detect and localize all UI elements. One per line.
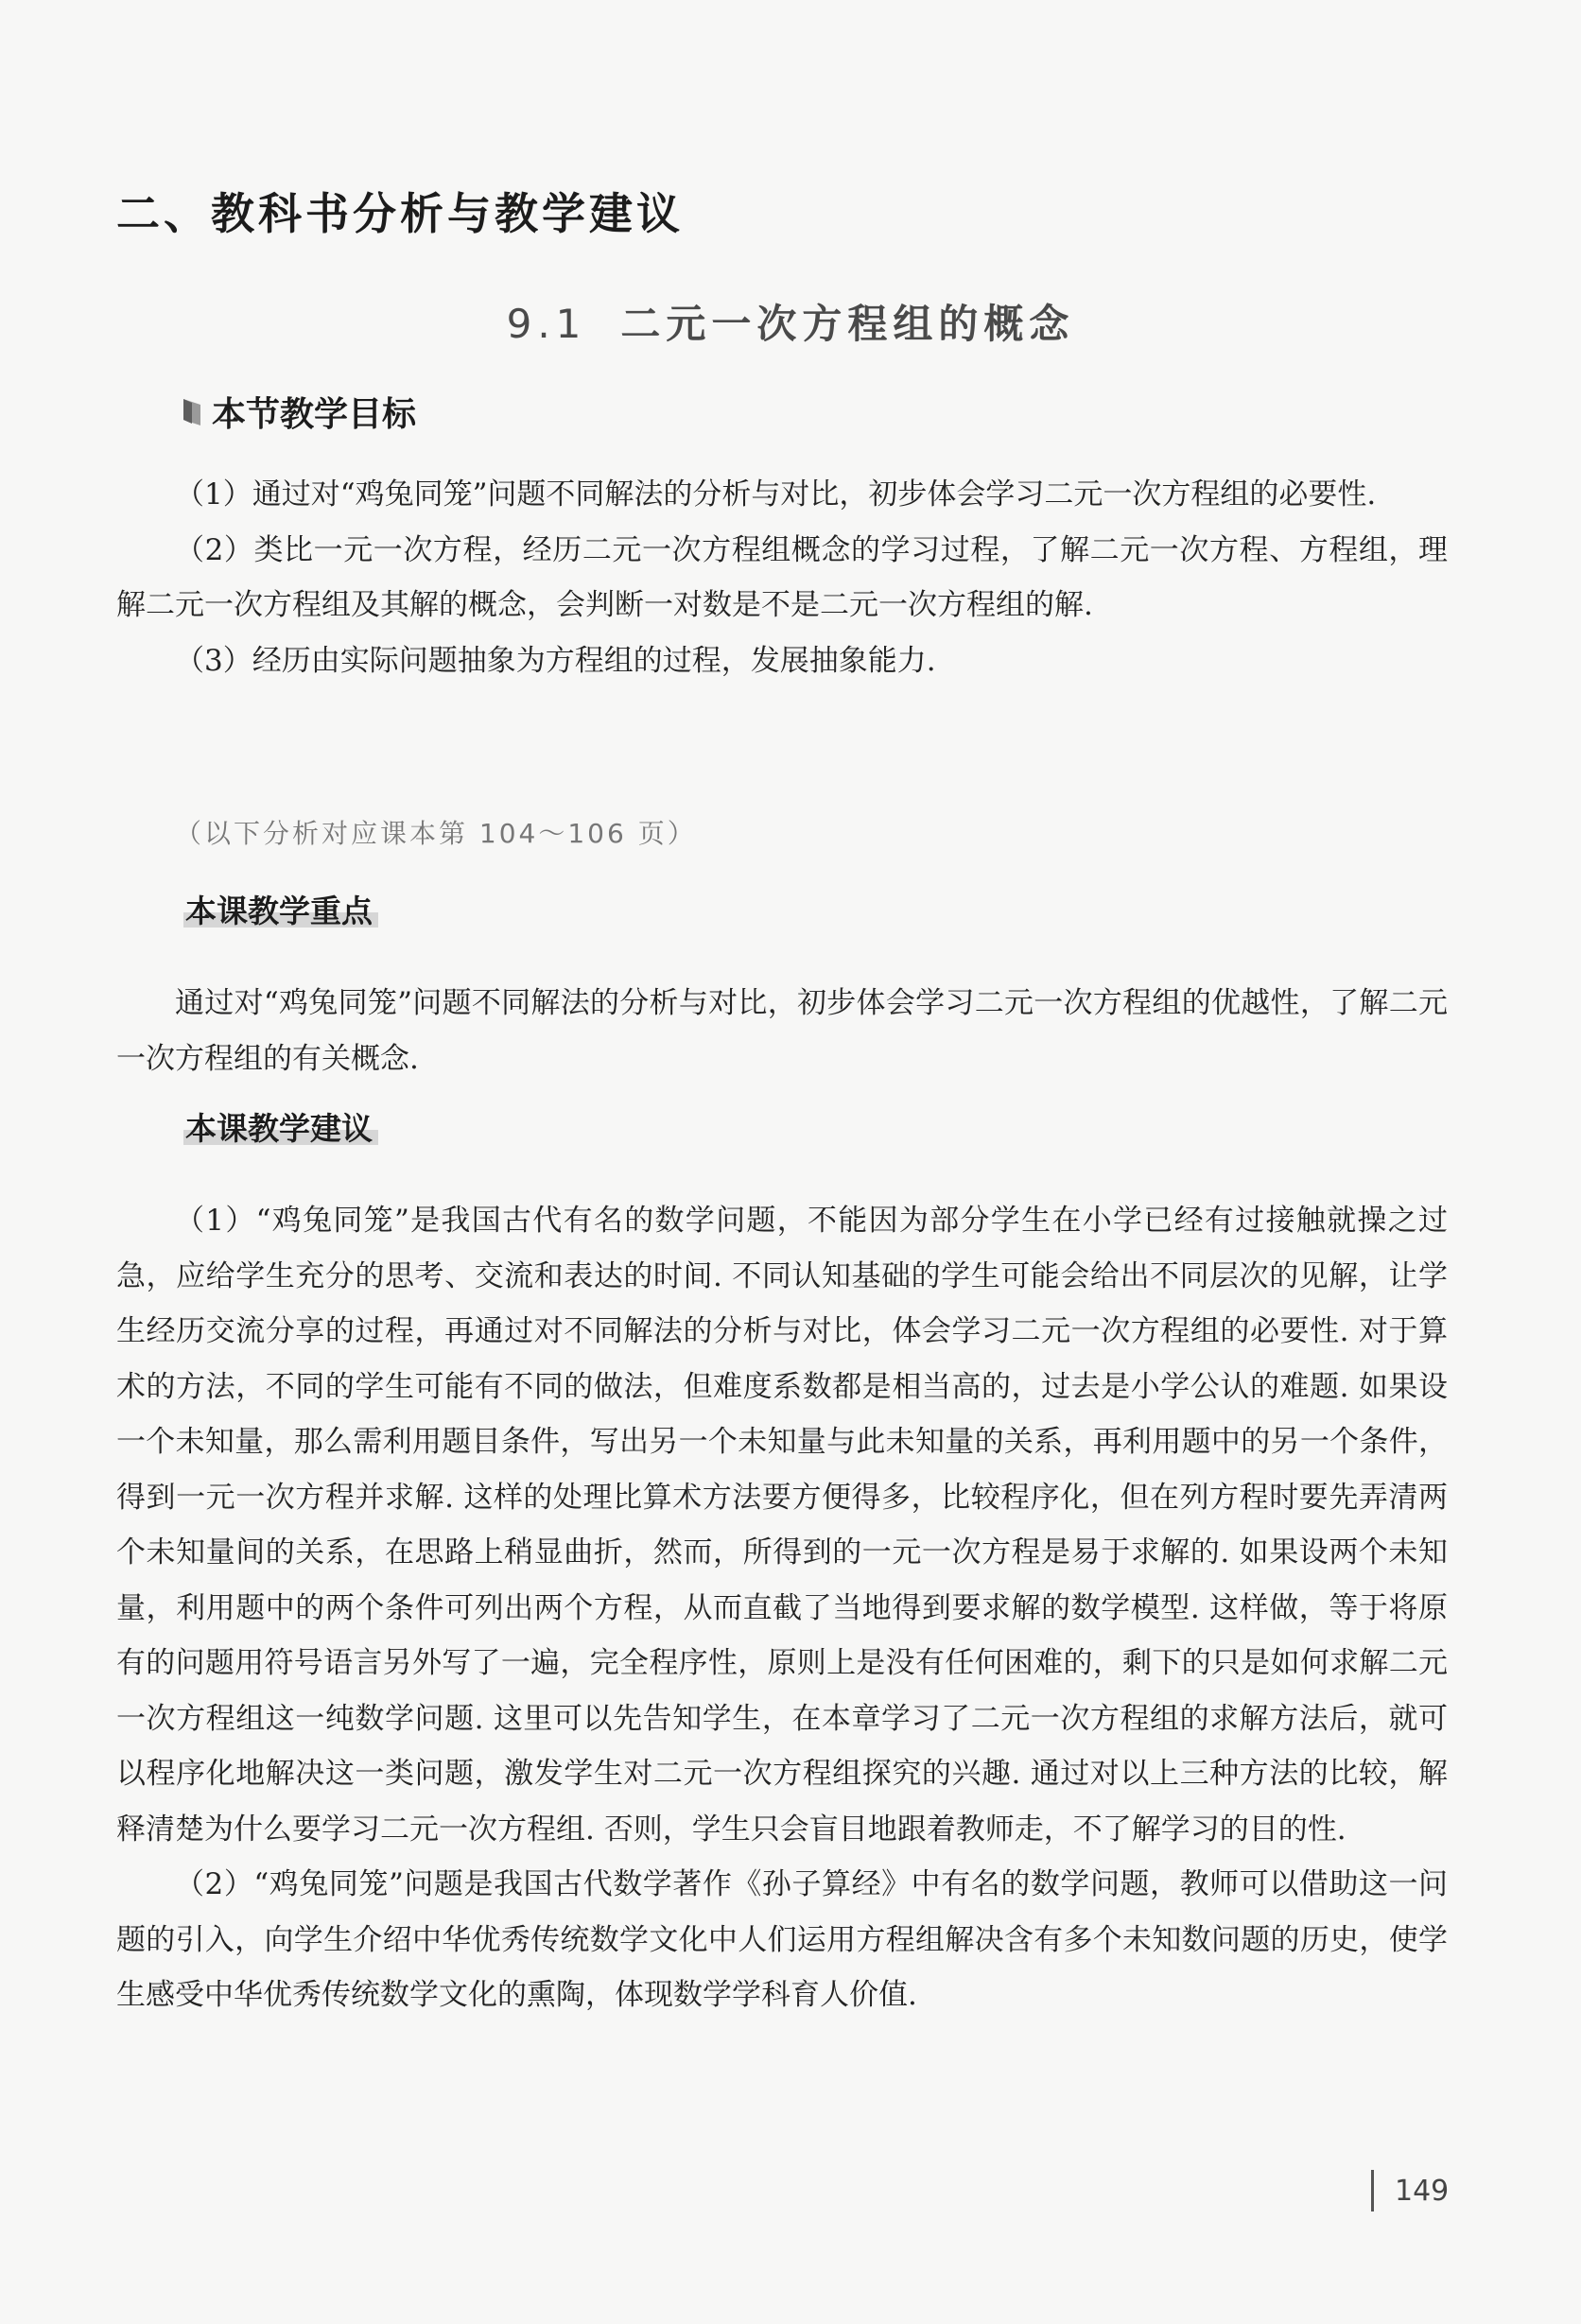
objective-item: （3）经历由实际问题抽象为方程组的过程，发展抽象能力. [175, 643, 936, 678]
key-points-text: 通过对“鸡兔同笼”问题不同解法的分析与对比，初步体会学习二元一次方程组的优越性，了解二元一次方程组的有关概念. [116, 986, 1448, 1076]
section-number: 9.1 [506, 301, 587, 347]
page-range-note: （以下分析对应课本第 104～106 页） [175, 818, 697, 849]
section-title [0, 293, 1581, 350]
key-points-heading: 本课教学重点 [183, 887, 378, 933]
footer-divider [1371, 2170, 1374, 2211]
objective-item: （2）类比一元一次方程，经历二元一次方程组概念的学习过程，了解二元一次方程、方程组，理解二元一次方程组及其解的概念，会判断一对数是不是二元一次方程组的解. [116, 532, 1448, 622]
suggestion-paragraph: （2）“鸡兔同笼”问题是我国古代数学著作《孙子算经》中有名的数学问题，教师可以借助这一问题的引入，向学生介绍中华优秀传统数学文化中人们运用方程组解决含有多个未知数问题的历史，使学生感受中华优秀传统数学文化的熏陶，体现数学学科育人价值. [116, 1867, 1448, 2012]
objective-item: （1）通过对“鸡兔同笼”问题不同解法的分析与对比，初步体会学习二元一次方程组的必要性. [175, 477, 1377, 512]
key-points-body [116, 976, 1448, 1086]
suggestions-heading: 本课教学建议 [183, 1104, 378, 1151]
objectives-heading [180, 388, 416, 436]
objectives-list [116, 467, 1448, 688]
objectives-heading-text: 本节教学目标 [212, 395, 417, 434]
page-number: 149 [1395, 2174, 1450, 2208]
page-footer [1371, 2170, 1449, 2211]
diamond-marker-icon [180, 397, 204, 427]
suggestions-body [116, 1193, 1448, 2023]
suggestion-paragraph: （1）“鸡兔同笼”是我国古代有名的数学问题，不能因为部分学生在小学已经有过接触就操之过急，应给学生充分的思考、交流和表达的时间. 不同认知基础的学生可能会给出不同层次的见解，让学生经历交流分享的过程，再通过对不同解法的分析与对比，体会学习二元一次方程组的必要性. 对于算术的方法，不同的学生可能有不同的做法，但难度系数都是相当高的，过去是小学公认的难题. 如果设一个未知量，那么需利用题目条件，写出另一个未知量与此未知量的关系，再利用题中的另一个条件，得到一元一次方程并求解. 这样的处理比算术方法要方便得多，比较程序化，但在列方程时要先弄清两个未知量间的关系，在思路上稍显曲折，然而，所得到的一元一次方程是易于求解的. 如果设两个未知量，利用题中的两个条件可列出两个方程，从而直截了当地得到要求解的数学模型. 这样做，等于将原有的问题用符号语言另外写了一遍，完全程序性，原则上是没有任何困难的，剩下的只是如何求解二元一次方程组这一纯数学问题. 这里可以先告知学生，在本章学习了二元一次方程组的求解方法后，就可以程序化地解决这一类问题，激发学生对二元一次方程组探究的兴趣. 通过对以上三种方法的比较，解释清楚为什么要学习二元一次方程组. 否则，学生只会盲目地跟着教师走，不了解学习的目的性. [116, 1204, 1448, 1847]
chapter-heading: 二、教科书分析与教学建议 [116, 188, 684, 239]
section-title-text: 二元一次方程组的概念 [620, 301, 1075, 347]
